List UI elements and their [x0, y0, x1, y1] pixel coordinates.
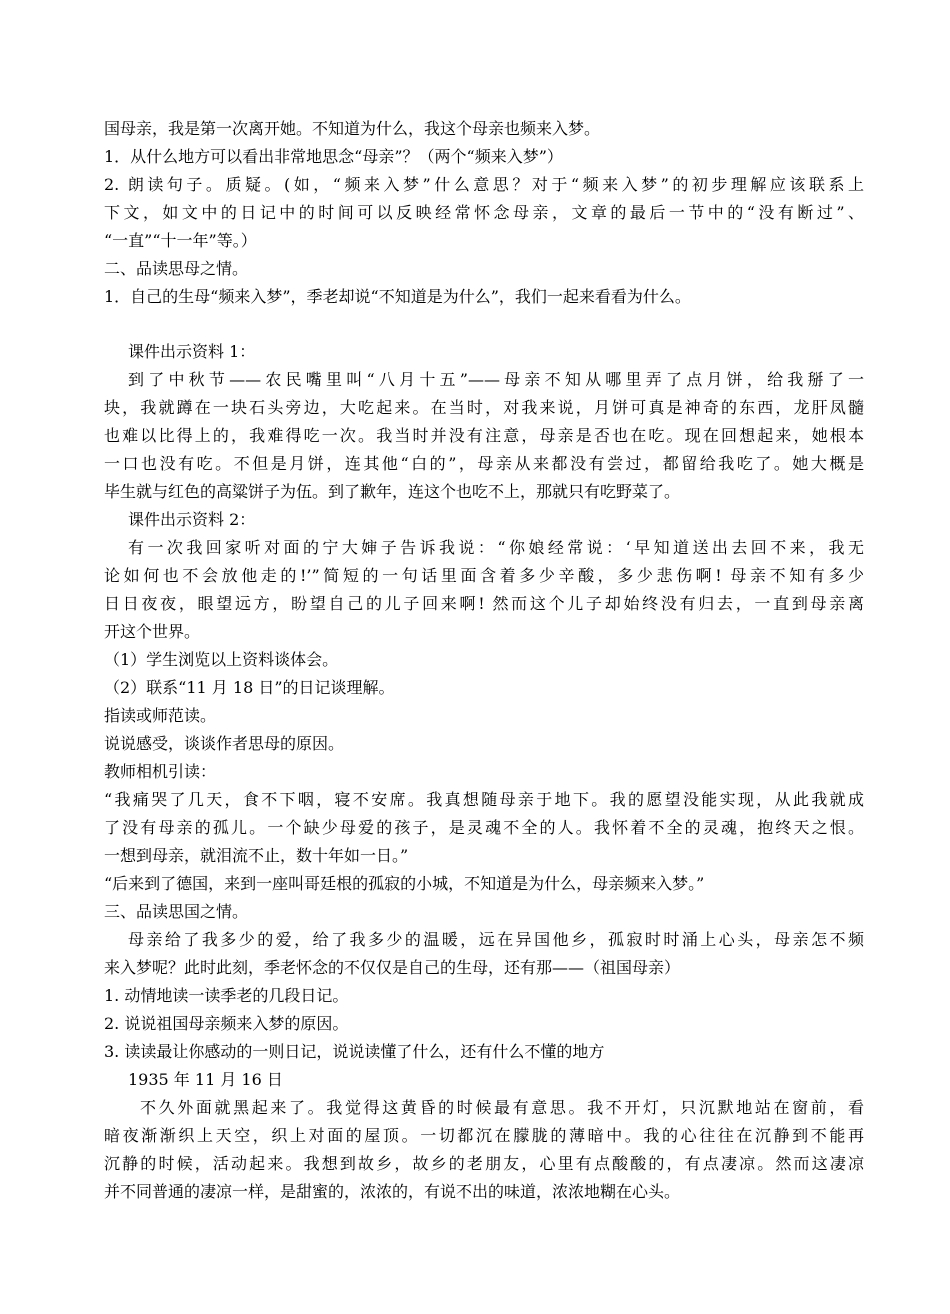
text-line: 也难以比得上的，我难得吃一次。我当时并没有注意，母亲是否也在吃。现在回想起来，她根本 — [104, 426, 864, 445]
text-line: 来入梦呢？此时此刻，季老怀念的不仅仅是自己的生母，还有那——（祖国母亲） — [104, 958, 681, 977]
text-line: 沉静的时候，活动起来。我想到故乡，故乡的老朋友，心里有点酸酸的，有点凄凉。然而这凄凉 — [104, 1154, 864, 1173]
text-line: 到了中秋节——农民嘴里叫“八月十五”——母亲不知从哪里弄了点月饼，给我掰了一 — [128, 370, 864, 389]
text-line: 毕生就与红色的高粱饼子为伍。到了歉年，连这个也吃不上，那就只有吃野菜了。 — [104, 482, 681, 501]
text-line: 1. 动情地读一读季老的几段日记。 — [104, 986, 349, 1005]
text-line: 下文，如文中的日记中的时间可以反映经常怀念母亲，文章的最后一节中的“没有断过”、 — [104, 203, 864, 222]
section-heading: 三、品读思国之情。 — [104, 902, 249, 921]
diary-date: 1935 年 11 月 16 日 — [128, 1070, 283, 1089]
material-label: 课件出示资料 1： — [128, 342, 256, 361]
text-line: 2. 说说祖国母亲频来入梦的原因。 — [104, 1014, 349, 1033]
text-line: 2. 朗读句子。质疑。(如，“频来入梦”什么意思？对于“频来入梦”的初步理解应该联系上 — [104, 175, 864, 194]
text-line: 并不同普通的凄凉一样，是甜蜜的，浓浓的，有说不出的味道，浓浓地糊在心头。 — [104, 1182, 681, 1201]
section-heading: 二、品读思母之情。 — [104, 259, 249, 278]
text-line: 说说感受，谈谈作者思母的原因。 — [104, 734, 345, 753]
text-line: 一口也没有吃。不但是月饼，连其他“白的”，母亲从来都没有尝过，都留给我吃了。她大概是 — [104, 454, 864, 473]
material-label: 课件出示资料 2： — [128, 510, 256, 529]
text-line: “后来到了德国，来到一座叫哥廷根的孤寂的小城，不知道是为什么，母亲频来入梦。” — [104, 874, 705, 893]
text-line: 了没有母亲的孤儿。一个缺少母爱的孩子，是灵魂不全的人。我怀着不全的灵魂，抱终天之恨。 — [104, 818, 864, 837]
text-line: 有一次我回家听对面的宁大婶子告诉我说：“你娘经常说：‘早知道送出去回不来，我无 — [128, 538, 864, 557]
text-line: 1．从什么地方可以看出非常地思念“母亲”？（两个“频来入梦”） — [104, 147, 563, 166]
text-line: 母亲给了我多少的爱，给了我多少的温暖，远在异国他乡，孤寂时时涌上心头，母亲怎不频 — [128, 930, 864, 949]
text-line: （1）学生浏览以上资料谈体会。 — [104, 650, 339, 669]
text-line: “我痛哭了几天，食不下咽，寝不安席。我真想随母亲于地下。我的愿望没能实现，从此我就成 — [104, 790, 864, 809]
text-line: “一直”“十一年”等。） — [104, 231, 257, 250]
text-line: 3. 读读最让你感动的一则日记，说说读懂了什么，还有什么不懂的地方 — [104, 1042, 605, 1061]
text-line: 暗夜渐渐织上天空，织上对面的屋顶。一切都沉在朦胧的薄暗中。我的心往往在沉静到不能再 — [104, 1126, 864, 1145]
text-line: 不久外面就黑起来了。我觉得这黄昏的时候最有意思。我不开灯，只沉默地站在窗前，看 — [140, 1098, 864, 1117]
text-line: 指读或师范读。 — [104, 706, 217, 725]
text-line: 开这个世界。 — [104, 622, 201, 641]
text-line: 教师相机引读： — [104, 762, 217, 781]
text-line: 一想到母亲，就泪流不止，数十年如一日。” — [104, 846, 409, 865]
text-line: 论如何也不会放他走的!’”简短的一句话里面含着多少辛酸，多少悲伤啊! 母亲不知有多少 — [104, 566, 864, 585]
text-line: 块，我就蹲在一块石头旁边，大吃起来。在当时，对我来说，月饼可真是神奇的东西，龙肝凤髓 — [104, 398, 864, 417]
text-line: （2）联系“11 月 18 日”的日记谈理解。 — [104, 678, 395, 697]
text-line: 国母亲，我是第一次离开她。不知道为什么，我这个母亲也频来入梦。 — [104, 119, 601, 138]
text-line: 日日夜夜，眼望远方，盼望自己的儿子回来啊! 然而这个儿子却始终没有归去，一直到母亲离 — [104, 594, 864, 613]
text-line: 1．自己的生母“频来入梦”，季老却说“不知道是为什么”，我们一起来看看为什么。 — [104, 287, 691, 306]
